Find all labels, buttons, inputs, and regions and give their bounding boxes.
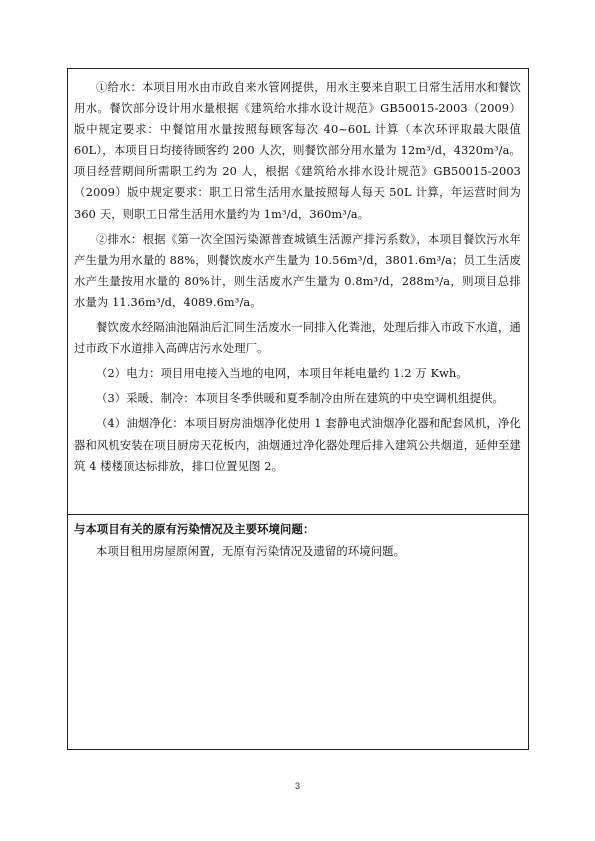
existing-pollution-paragraph: 本项目租用房屋原闲置，无原有污染情况及遗留的环境问题。 [96,545,406,558]
content-table [67,68,529,750]
water-supply-paragraph: ①给水：本项目用水由市政自来水管网提供，用水主要来自职工日常生活用水和餐饮用水。餐饮部分设计用水量根据《建筑给水排水设计规范》GB50015-2003（2009）版中规定要求：中餐馆用水量按照每顾客每次 40~60L 计算（本次环评取最大限值 60L），本项目日均接待顾客约 200 人次，则餐饮部分用水量为 12m³/d，4320m³/a。项目经营期间所需职工约为 20 人，根据《建筑给水排水设计规范》GB50015-2003（2009）版中规定要求：职工日常生活用水量按照每人每天 50L 计算，年运营时间为 360 天，则职工日常生活用水量约为 1m³/d，360m³/a。 [74,81,521,221]
existing-pollution-section [68,515,528,749]
fume-purification-paragraph: （4）油烟净化：本项目厨房油烟净化使用 1 套静电式油烟净化器和配套风机，净化器和风机安装在项目厨房天花板内，油烟通过净化器处理后排入建筑公共烟道，延伸至建筑 4 楼楼顶达标排放，排口位置见图 2。 [74,417,521,473]
drainage-paragraph: ②排水：根据《第一次全国污染源普查城镇生活源产排污系数》，本项目餐饮污水年产生量为用水量的 88%，则餐饮废水产生量为 10.56m³/d，3801.6m³/a；员工生活废水产生量按用水量的 80%计，则生活废水产生量为 0.8m³/d，288m³/a，则项目总排水量为 11.36m³/d，4089.6m³/a。 [74,232,521,309]
electricity-paragraph: （2）电力：项目用电接入当地的电网，本项目年耗电量约 1.2 万 Kwh。 [96,367,468,381]
page-number: 3 [294,781,300,791]
heating-cooling-paragraph: （3）采暖、制冷：本项目冬季供暖和夏季制冷由所在建筑的中央空调机组提供。 [96,392,504,406]
wastewater-treatment-paragraph: 餐饮废水经隔油池隔油后汇同生活废水一同排入化粪池，处理后排入市政下水道，通过市政下水道排入高碑店污水处理厂。 [74,321,521,356]
project-utilities-section [68,69,528,515]
section-heading: 与本项目有关的原有污染情况及主要环境问题： [74,523,315,536]
